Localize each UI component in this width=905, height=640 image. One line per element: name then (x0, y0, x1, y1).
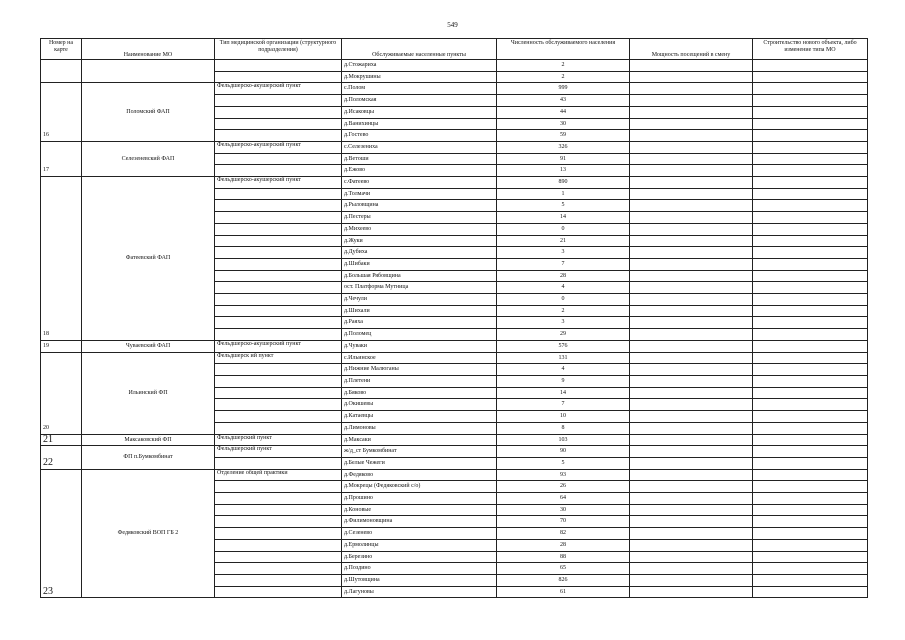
capacity-cell (630, 551, 753, 563)
population-cell: 82 (497, 528, 630, 540)
population-cell: 131 (497, 352, 630, 364)
table-row (41, 434, 868, 446)
mo-name-cell: Максаковский ФП (82, 434, 215, 446)
org-type-cell (215, 481, 342, 493)
population-cell: 26 (497, 481, 630, 493)
capacity-cell (630, 305, 753, 317)
population-cell: 91 (497, 153, 630, 165)
settlement-cell: д.Пестеры (342, 212, 497, 224)
settlement-cell: д.Шихали (342, 305, 497, 317)
settlement-cell: д.Коновые (342, 504, 497, 516)
population-cell: 999 (497, 83, 630, 95)
mo-name-cell: Селезеневский ФАП (82, 141, 215, 176)
capacity-cell (630, 165, 753, 177)
construction-cell (753, 364, 868, 376)
org-type-cell (215, 364, 342, 376)
capacity-cell (630, 294, 753, 306)
population-cell: 0 (497, 294, 630, 306)
org-type-cell (215, 387, 342, 399)
population-cell: 70 (497, 516, 630, 528)
capacity-cell (630, 469, 753, 481)
org-type-cell (215, 95, 342, 107)
org-type-cell (215, 200, 342, 212)
org-type-cell (215, 130, 342, 142)
header-type: Тип медицинской организации (структурного подразделения) (215, 39, 342, 60)
capacity-cell (630, 434, 753, 446)
capacity-cell (630, 317, 753, 329)
settlement-cell: д.Мокрушины (342, 71, 497, 83)
population-cell: 28 (497, 539, 630, 551)
population-cell: 29 (497, 329, 630, 341)
construction-cell (753, 539, 868, 551)
capacity-cell (630, 71, 753, 83)
population-cell: 14 (497, 387, 630, 399)
construction-cell (753, 130, 868, 142)
map-number-cell: 17 (41, 141, 82, 176)
construction-cell (753, 235, 868, 247)
org-type-cell (215, 212, 342, 224)
population-cell: 4 (497, 364, 630, 376)
population-cell: 28 (497, 270, 630, 282)
population-cell: 90 (497, 446, 630, 458)
population-cell: 890 (497, 177, 630, 189)
settlement-cell: д.Большая Рябовщина (342, 270, 497, 282)
mo-name-cell: Федяковский ВОП ГБ 2 (82, 469, 215, 598)
org-type-cell (215, 247, 342, 259)
table-row (41, 141, 868, 153)
map-number-cell: 16 (41, 83, 82, 142)
org-type-cell: Фельдшерско-акушерский пункт (215, 141, 342, 153)
mo-name-cell (82, 60, 215, 83)
capacity-cell (630, 106, 753, 118)
org-type-cell (215, 329, 342, 341)
construction-cell (753, 399, 868, 411)
population-cell: 61 (497, 586, 630, 598)
settlement-cell: д.Гостево (342, 130, 497, 142)
settlement-cell: д.Березино (342, 551, 497, 563)
capacity-cell (630, 247, 753, 259)
capacity-cell (630, 223, 753, 235)
org-type-cell: Фельдшерский пункт (215, 434, 342, 446)
capacity-cell (630, 422, 753, 434)
construction-cell (753, 340, 868, 352)
settlement-cell: д.Ветоши (342, 153, 497, 165)
table-body (41, 60, 868, 598)
settlement-cell: д.Рыловщина (342, 200, 497, 212)
settlement-cell: д.Стожариха (342, 60, 497, 72)
construction-cell (753, 258, 868, 270)
population-cell: 88 (497, 551, 630, 563)
construction-cell (753, 282, 868, 294)
population-cell: 30 (497, 504, 630, 516)
capacity-cell (630, 504, 753, 516)
org-type-cell (215, 223, 342, 235)
population-cell: 43 (497, 95, 630, 107)
capacity-cell (630, 493, 753, 505)
capacity-cell (630, 375, 753, 387)
settlement-cell: д.Поздино (342, 563, 497, 575)
construction-cell (753, 317, 868, 329)
settlement-cell: д.Филимоновщина (342, 516, 497, 528)
capacity-cell (630, 411, 753, 423)
org-type-cell (215, 188, 342, 200)
org-type-cell (215, 165, 342, 177)
header-capacity: Мощность посещений в смену (630, 39, 753, 60)
org-type-cell (215, 457, 342, 469)
population-cell: 5 (497, 200, 630, 212)
settlement-cell: д.Поломец (342, 329, 497, 341)
construction-cell (753, 422, 868, 434)
population-cell: 3 (497, 317, 630, 329)
settlement-cell: ост. Платформа Мутница (342, 282, 497, 294)
population-cell: 10 (497, 411, 630, 423)
map-number-cell: 23 (41, 469, 82, 598)
settlement-cell: д.Ежово (342, 165, 497, 177)
settlement-cell: д.Мокрецы (Федяковский с/о) (342, 481, 497, 493)
construction-cell (753, 387, 868, 399)
settlement-cell: д.Максаки (342, 434, 497, 446)
settlement-cell: д.Сезенево (342, 528, 497, 540)
construction-cell (753, 375, 868, 387)
construction-cell (753, 305, 868, 317)
org-type-cell (215, 235, 342, 247)
settlement-cell: д.Исаковцы (342, 106, 497, 118)
construction-cell (753, 551, 868, 563)
settlement-cell: д.Прошино (342, 493, 497, 505)
capacity-cell (630, 141, 753, 153)
settlement-cell: д.Нижние Малюганы (342, 364, 497, 376)
construction-cell (753, 481, 868, 493)
settlement-cell: д.Ванихинцы (342, 118, 497, 130)
capacity-cell (630, 270, 753, 282)
org-type-cell: Фельдшерско-акушерский пункт (215, 177, 342, 189)
construction-cell (753, 504, 868, 516)
settlement-cell: д.Чуваки (342, 340, 497, 352)
mo-name-cell: Фатеевский ФАП (82, 177, 215, 341)
construction-cell (753, 574, 868, 586)
construction-cell (753, 60, 868, 72)
mo-name-cell: ФП п.Бумкомбинат (82, 446, 215, 469)
construction-cell (753, 106, 868, 118)
settlement-cell: с.Селезениха (342, 141, 497, 153)
construction-cell (753, 95, 868, 107)
population-cell: 7 (497, 399, 630, 411)
settlement-cell: д.Шибаки (342, 258, 497, 270)
construction-cell (753, 563, 868, 575)
org-type-cell (215, 528, 342, 540)
population-cell: 2 (497, 71, 630, 83)
org-type-cell (215, 153, 342, 165)
org-type-cell (215, 317, 342, 329)
table-header-row (41, 39, 868, 60)
org-type-cell (215, 574, 342, 586)
table-row (41, 352, 868, 364)
capacity-cell (630, 563, 753, 575)
org-type-cell: Фельдшерско-акушерский пункт (215, 340, 342, 352)
capacity-cell (630, 130, 753, 142)
map-number-cell: 20 (41, 352, 82, 434)
settlement-cell: д.Ермолинцы (342, 539, 497, 551)
map-number-cell (41, 60, 82, 83)
org-type-cell: Фельдшерский пункт (215, 446, 342, 458)
population-cell: 5 (497, 457, 630, 469)
population-cell: 59 (497, 130, 630, 142)
org-type-cell (215, 294, 342, 306)
capacity-cell (630, 83, 753, 95)
settlement-cell: д.Лимоновы (342, 422, 497, 434)
capacity-cell (630, 282, 753, 294)
org-type-cell (215, 539, 342, 551)
population-cell: 3 (497, 247, 630, 259)
capacity-cell (630, 258, 753, 270)
capacity-cell (630, 118, 753, 130)
org-type-cell: Фельдшерск ий пункт (215, 352, 342, 364)
settlement-cell: д.Раяха (342, 317, 497, 329)
org-type-cell (215, 60, 342, 72)
capacity-cell (630, 457, 753, 469)
org-type-cell (215, 305, 342, 317)
settlement-cell: с.Полом (342, 83, 497, 95)
settlement-cell: д.Михеево (342, 223, 497, 235)
construction-cell (753, 493, 868, 505)
capacity-cell (630, 446, 753, 458)
map-number-cell: 21 (41, 434, 82, 446)
org-type-cell (215, 270, 342, 282)
construction-cell (753, 165, 868, 177)
population-cell: 7 (497, 258, 630, 270)
map-number-cell: 18 (41, 177, 82, 341)
construction-cell (753, 352, 868, 364)
table-row (41, 177, 868, 189)
construction-cell (753, 118, 868, 130)
construction-cell (753, 212, 868, 224)
population-cell: 13 (497, 165, 630, 177)
org-type-cell (215, 551, 342, 563)
capacity-cell (630, 574, 753, 586)
population-cell: 44 (497, 106, 630, 118)
settlement-cell: ж/д_ст Бумкомбинат (342, 446, 497, 458)
capacity-cell (630, 200, 753, 212)
header-mo: Наименование МО (82, 39, 215, 60)
population-cell: 2 (497, 60, 630, 72)
construction-cell (753, 177, 868, 189)
org-type-cell (215, 411, 342, 423)
settlement-cell: д.Белые Чежеги (342, 457, 497, 469)
population-cell: 576 (497, 340, 630, 352)
population-cell: 14 (497, 212, 630, 224)
org-type-cell (215, 375, 342, 387)
construction-cell (753, 153, 868, 165)
population-cell: 4 (497, 282, 630, 294)
header-construction: Строительство нового объекта, либо изменение типа МО (753, 39, 868, 60)
org-type-cell: Фельдшерско-акушерский пункт (215, 83, 342, 95)
settlement-cell: д.Окишевы (342, 399, 497, 411)
header-population: Численность обслуживаемого населения (497, 39, 630, 60)
capacity-cell (630, 60, 753, 72)
construction-cell (753, 411, 868, 423)
population-cell: 2 (497, 305, 630, 317)
org-type-cell (215, 504, 342, 516)
capacity-cell (630, 387, 753, 399)
header-settlements: Обслуживаемые населенные пункты (342, 39, 497, 60)
capacity-cell (630, 528, 753, 540)
construction-cell (753, 141, 868, 153)
population-cell: 21 (497, 235, 630, 247)
settlement-cell: д.Дубиха (342, 247, 497, 259)
construction-cell (753, 270, 868, 282)
population-cell: 326 (497, 141, 630, 153)
settlement-cell: д.Бяково (342, 387, 497, 399)
capacity-cell (630, 212, 753, 224)
settlement-cell: д.Федяково (342, 469, 497, 481)
settlement-cell: д.Жуки (342, 235, 497, 247)
org-type-cell (215, 106, 342, 118)
construction-cell (753, 469, 868, 481)
settlements-table (40, 38, 868, 598)
settlement-cell: д.Поломская (342, 95, 497, 107)
map-number-cell: 22 (41, 446, 82, 469)
population-cell: 103 (497, 434, 630, 446)
construction-cell (753, 528, 868, 540)
capacity-cell (630, 364, 753, 376)
capacity-cell (630, 539, 753, 551)
construction-cell (753, 586, 868, 598)
construction-cell (753, 188, 868, 200)
construction-cell (753, 434, 868, 446)
construction-cell (753, 446, 868, 458)
construction-cell (753, 223, 868, 235)
table-row (41, 469, 868, 481)
map-number-cell: 19 (41, 340, 82, 352)
capacity-cell (630, 188, 753, 200)
population-cell: 826 (497, 574, 630, 586)
mo-name-cell: Ильинский ФП (82, 352, 215, 434)
construction-cell (753, 294, 868, 306)
settlement-cell: д.Шутовщина (342, 574, 497, 586)
construction-cell (753, 457, 868, 469)
population-cell: 93 (497, 469, 630, 481)
population-cell: 0 (497, 223, 630, 235)
org-type-cell (215, 258, 342, 270)
header-num: Номер на карте (41, 39, 82, 60)
settlement-cell: д.Катаевцы (342, 411, 497, 423)
settlement-cell: д.Лагуновы (342, 586, 497, 598)
capacity-cell (630, 340, 753, 352)
capacity-cell (630, 329, 753, 341)
capacity-cell (630, 95, 753, 107)
capacity-cell (630, 516, 753, 528)
construction-cell (753, 71, 868, 83)
org-type-cell (215, 516, 342, 528)
org-type-cell (215, 399, 342, 411)
construction-cell (753, 329, 868, 341)
page-number: 549 (447, 21, 458, 29)
org-type-cell (215, 71, 342, 83)
capacity-cell (630, 399, 753, 411)
population-cell: 8 (497, 422, 630, 434)
table-row (41, 446, 868, 458)
settlement-cell: д.Плетени (342, 375, 497, 387)
settlement-cell: с.Ильинское (342, 352, 497, 364)
capacity-cell (630, 586, 753, 598)
table-row (41, 83, 868, 95)
table-row (41, 60, 868, 72)
population-cell: 64 (497, 493, 630, 505)
population-cell: 1 (497, 188, 630, 200)
table-row (41, 340, 868, 352)
capacity-cell (630, 352, 753, 364)
org-type-cell (215, 493, 342, 505)
construction-cell (753, 516, 868, 528)
org-type-cell (215, 118, 342, 130)
capacity-cell (630, 177, 753, 189)
mo-name-cell: Поломский ФАП (82, 83, 215, 142)
org-type-cell (215, 422, 342, 434)
mo-name-cell: Чуваевский ФАП (82, 340, 215, 352)
settlement-cell: д.Толмачи (342, 188, 497, 200)
org-type-cell: Отделение общей практики (215, 469, 342, 481)
population-cell: 9 (497, 375, 630, 387)
construction-cell (753, 247, 868, 259)
settlement-cell: с.Фатеево (342, 177, 497, 189)
capacity-cell (630, 153, 753, 165)
construction-cell (753, 200, 868, 212)
capacity-cell (630, 235, 753, 247)
settlement-cell: д.Чечули (342, 294, 497, 306)
org-type-cell (215, 586, 342, 598)
construction-cell (753, 83, 868, 95)
capacity-cell (630, 481, 753, 493)
population-cell: 30 (497, 118, 630, 130)
population-cell: 65 (497, 563, 630, 575)
org-type-cell (215, 282, 342, 294)
org-type-cell (215, 563, 342, 575)
